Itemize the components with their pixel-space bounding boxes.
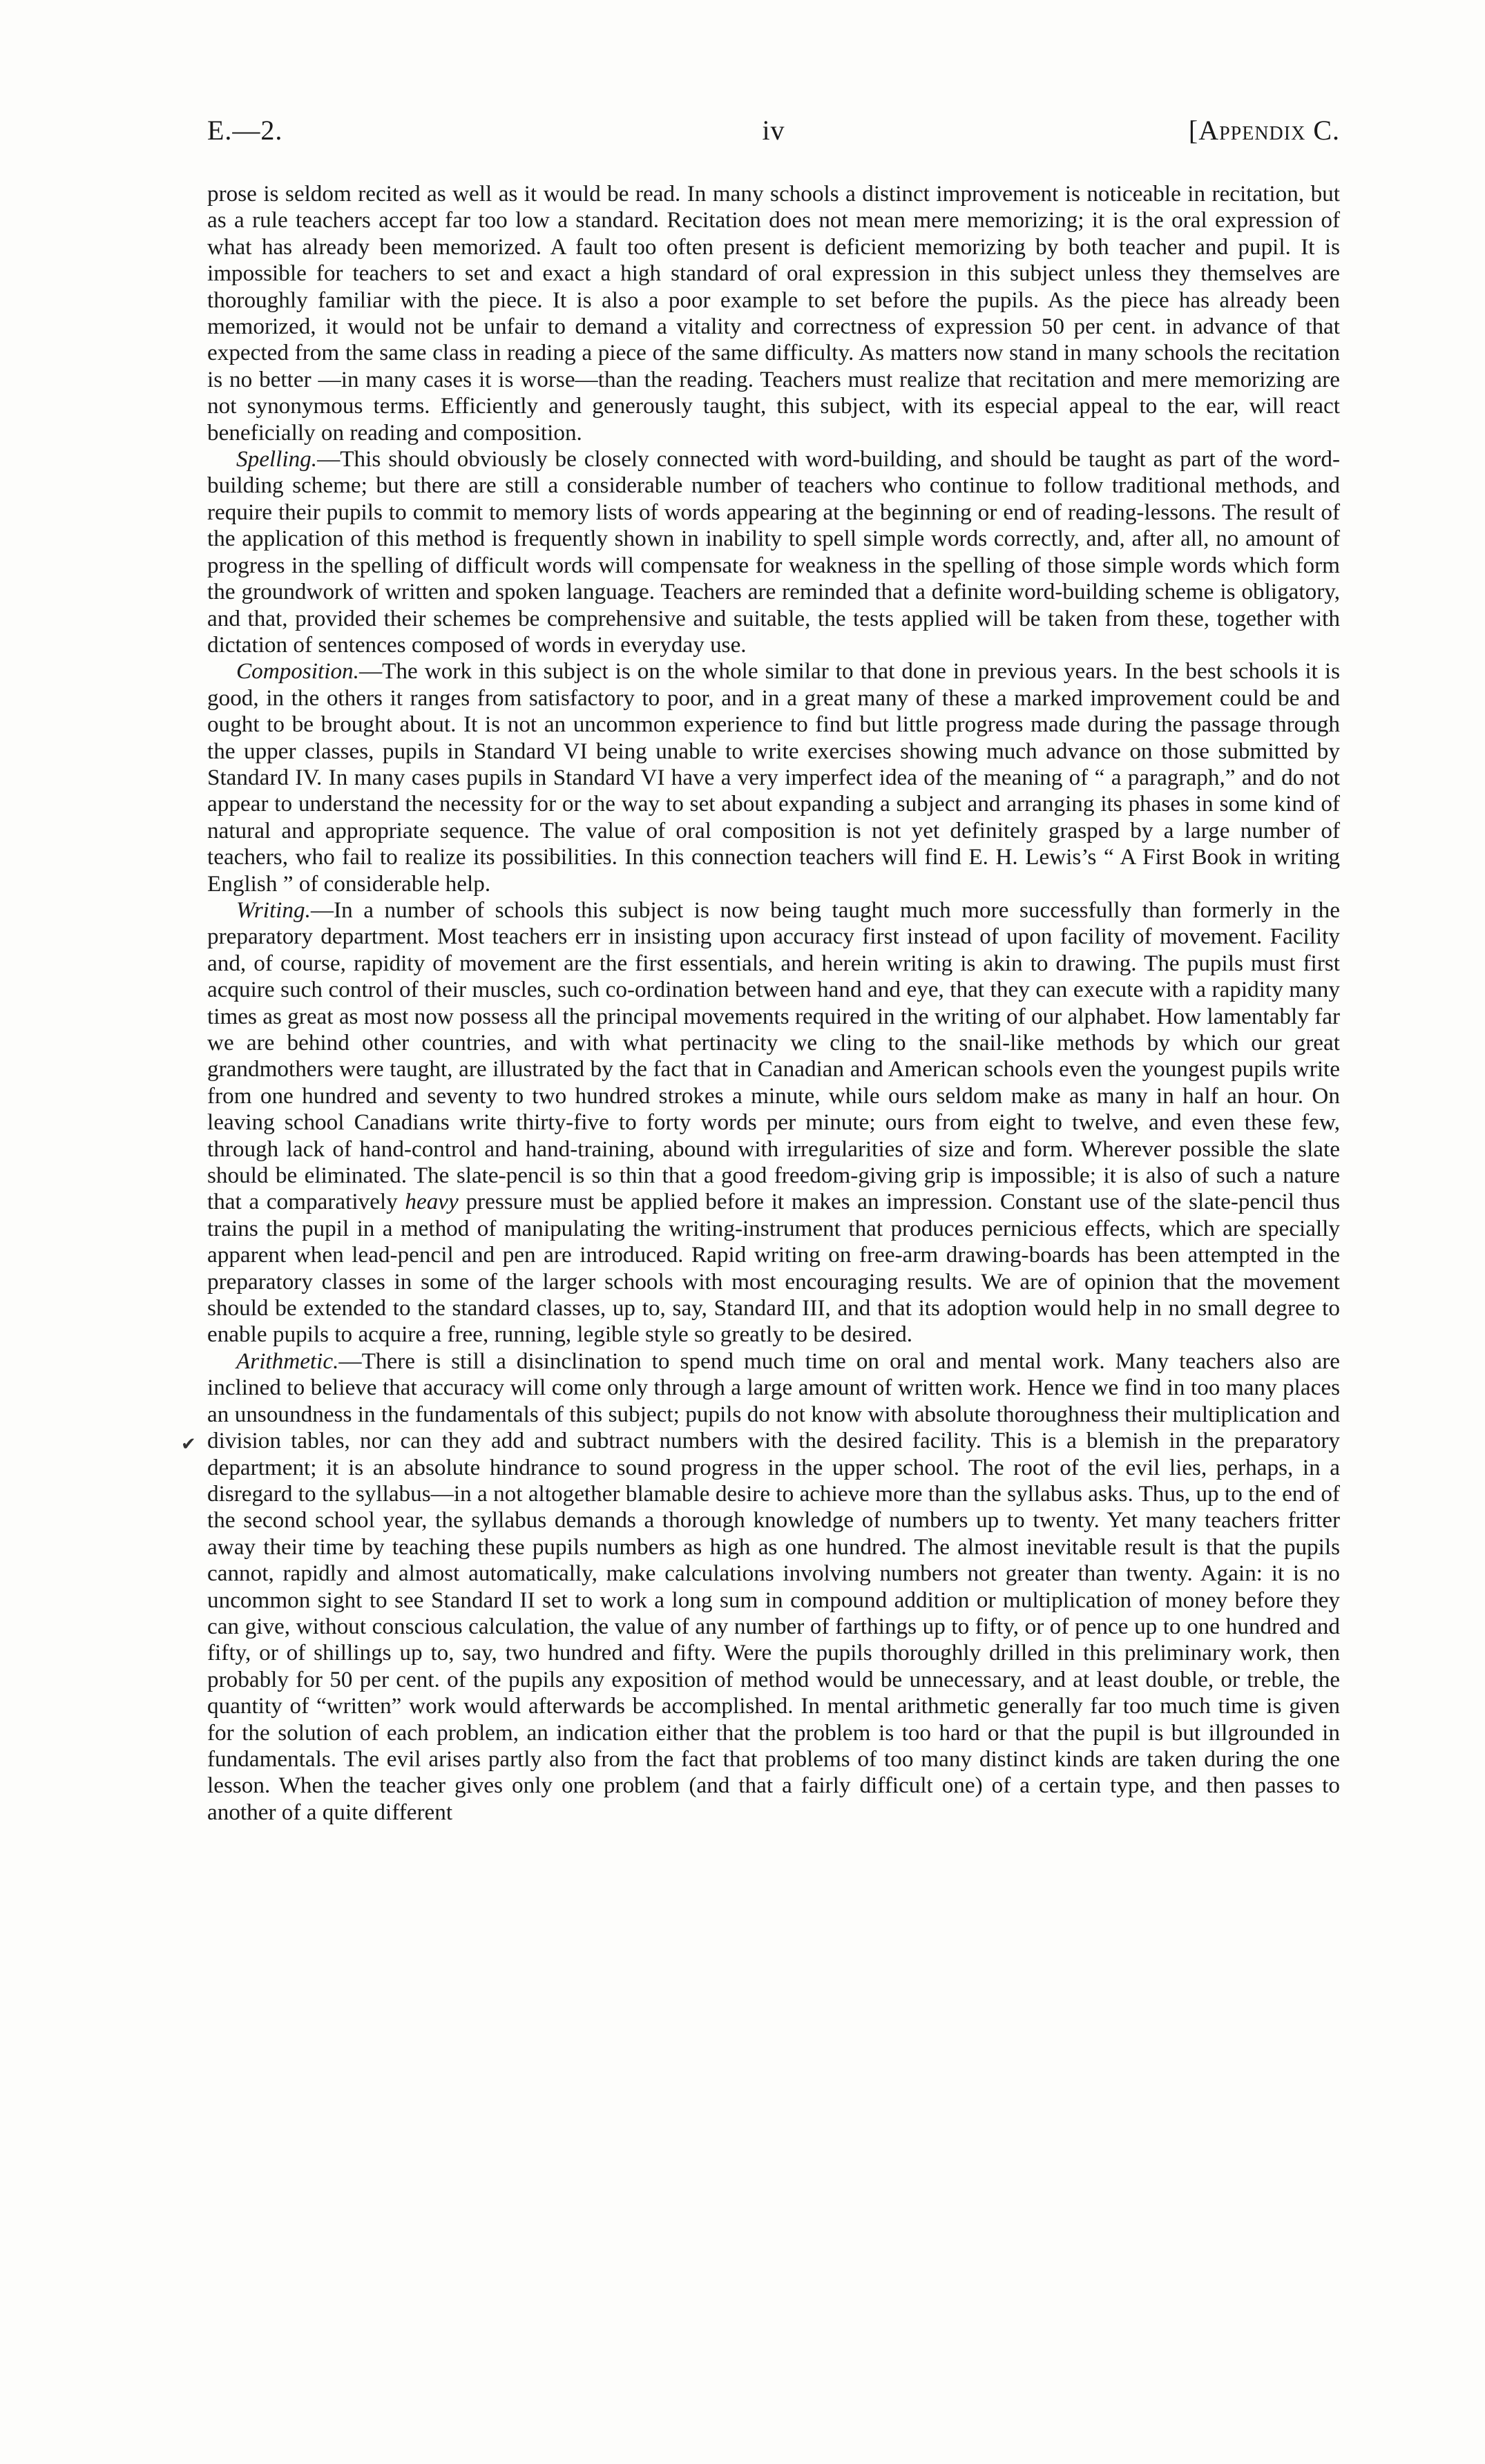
- section-heading-composition: Composition.: [236, 658, 359, 685]
- header-document-code: E.—2.: [207, 115, 283, 146]
- paragraph-composition: [207, 658, 1340, 897]
- paragraph-writing-text-b: pressure must be applied before it makes an impression. Constant use of the slate-pencil thus trains the pupil in a method of manipulating the writing-instrument that produces pernicious effects, which are specially apparent when lead-pencil and pen are introduced. Rapid writing on free-arm drawing-boards has been attempted in the preparatory classes in some of the larger schools with most encouraging results. We are of opinion that the movement should be extended to the standard classes, up to, say, Standard III, and that its adoption would help in no small degree to enable pupils to acquire a free, running, legible style so greatly to be desired.: [207, 1189, 1341, 1348]
- paragraph-writing-text-a: —In a number of schools this subject is now being taught much more successfully than formerly in the preparatory department. Most teachers err in insisting upon accuracy first instead of upon facility of movement. Facility and, of course, rapidity of movement are the first essentials, and herein writing is akin to drawing. The pupils must first acquire such control of their muscles, such co-ordination between hand and eye, that they can execute with a rapidity many times as great as most now possess all the principal movements required in the writing of our alphabet. How lamentably far we are behind other countries, and with what pertinacity we cling to the snail-like methods by which our great grandmothers were taught, are illustrated by the fact that in Canadian and American schools even the youngest pupils write from one hundred and seventy to two hundred strokes a minute, while ours seldom make as many in half an hour. On leaving school Canadians write thirty-five to forty words per minute; ours from eight to twelve, and even these few, through lack of hand-control and hand-training, abound with irregularities of size and form. Wherever possible the slate should be eliminated. The slate-pencil is so thin that a good freedom-giving grip is impossible; it is also of such a nature that a comparatively: [207, 897, 1340, 1215]
- running-header: [207, 114, 1340, 155]
- paragraph-arithmetic-text: —There is still a disinclination to spend much time on oral and mental work. Many teachers also are inclined to believe that accuracy will come only through a large amount of written work. Hence we find in too many places an unsoundness in the fundamentals of this subject; pupils do not know with absolute thoroughness their multiplication and division tables, nor can they add and subtract numbers with the desired facility. This is a blemish in the preparatory department; it is an absolute hindrance to sound progress in the upper school. The root of the evil lies, perhaps, in a disregard to the syllabus—in a not altogether blamable desire to achieve more than the syllabus asks. Thus, up to the end of the second school year, the syllabus demands a thorough knowledge of numbers up to twenty. Yet many teachers fritter away their time by teaching these pupils numbers as high as one hundred. The almost inevitable result is that the pupils cannot, rapidly and almost automatically, make calculations involving numbers not greater than twenty. Again: it is no uncommon sight to see Standard II set to work a long sum in compound addition or multiplication of money before they can give, without conscious calculation, the value of any number of farthings up to fifty, or of pence up to one hundred and fifty, or of shillings up to, say, two hundred and fifty. Were the pupils thoroughly drilled in this preliminary work, then probably for 50 per cent. of the pupils any exposition of method would be unnecessary, and at least double, or treble, the quantity of “written” work would afterwards be accomplished. In mental arithmetic generally far too much time is given for the solution of each problem, an indication either that the problem is too hard or that the pupil is but illgrounded in fundamentals. The evil arises partly also from the fact that problems of too many distinct kinds are taken during the one lesson. When the teacher gives only one problem (and that a fairly difficult one) of a certain type, and then passes to another of a quite different: [207, 1348, 1340, 1825]
- emphasis-heavy: heavy: [405, 1189, 459, 1215]
- margin-mark-icon: ✔: [181, 1434, 196, 1454]
- paragraph-arithmetic: [207, 1348, 1340, 1826]
- header-appendix-label: [Appendix C.: [1188, 115, 1340, 146]
- header-page-number: iv: [762, 115, 785, 146]
- section-heading-arithmetic: Arithmetic.: [236, 1348, 339, 1374]
- body-text: [207, 181, 1340, 1826]
- paragraph-composition-text: —The work in this subject is on the whole similar to that done in previous years. In the best schools it is good, in the others it ranges from satisfactory to poor, and in a great many of these a marked improvement could be and ought to be brought about. It is not an uncommon experience to find but little progress made during the passage through the upper classes, pupils in Standard VI being unable to write exercises showing much advance on those submitted by Standard IV. In many cases pupils in Standard VI have a very imperfect idea of the meaning of “ a paragraph,” and do not appear to understand the necessity for or the way to set about expanding a subject and arranging its phases in some kind of natural and appropriate sequence. The value of oral composition is not yet definitely grasped by a large number of teachers, who fail to realize its possibilities. In this connection teachers will find E. H. Lewis’s “ A First Book in writing English ” of considerable help.: [207, 658, 1340, 897]
- paragraph-spelling-text: —This should obviously be closely connected with word-building, and should be taught as part of the word-building scheme; but there are still a considerable number of teachers who continue to follow traditional methods, and require their pupils to commit to memory lists of words appearing at the beginning or end of reading-lessons. The result of the application of this method is frequently shown in inability to spell simple words correctly, and, after all, no amount of progress in the spelling of difficult words will compensate for weakness in the spelling of those simple words which form the groundwork of written and spoken language. Teachers are reminded that a definite word-building scheme is obligatory, and that, provided their schemes be comprehensive and suitable, the tests applied will be taken from these, together with dictation of sentences composed of words in everyday use.: [207, 446, 1340, 658]
- paragraph-writing: [207, 897, 1340, 1348]
- section-heading-writing: Writing.: [236, 897, 311, 923]
- section-heading-spelling: Spelling.: [236, 446, 318, 472]
- paragraph-spelling: [207, 446, 1340, 658]
- paragraph-recitation-continued: prose is seldom recited as well as it would be read. In many schools a distinct improvement is noticeable in recitation, but as a rule teachers accept far too low a standard. Recitation does not mean mere memorizing; it is the oral expression of what has already been memorized. A fault too often present is deficient memorizing by both teacher and pupil. It is impossible for teachers to set and exact a high standard of oral expression in this subject unless they themselves are thoroughly familiar with the piece. It is also a poor example to set before the pupils. As the piece has already been memorized, it would not be unfair to demand a vitality and correctness of expression 50 per cent. in advance of that expected from the same class in reading a piece of the same difficulty. As matters now stand in many schools the recitation is no better —in many cases it is worse—than the reading. Teachers must realize that recitation and mere memorizing are not synonymous terms. Efficiently and generously taught, this subject, with its especial appeal to the ear, will react beneficially on reading and composition.: [207, 181, 1340, 446]
